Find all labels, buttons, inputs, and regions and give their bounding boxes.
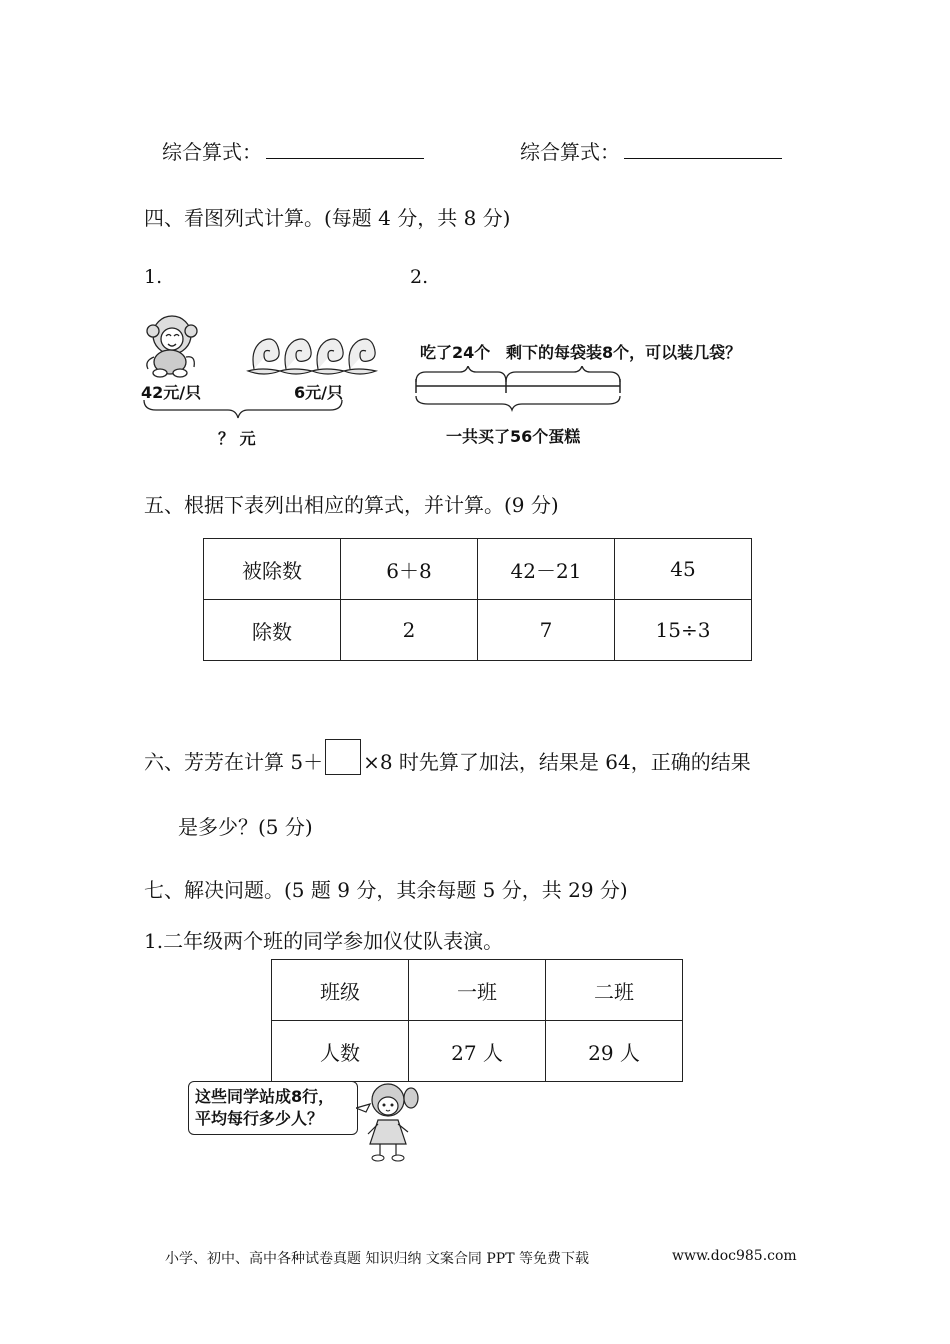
table-cell: 45: [615, 539, 752, 600]
q2-number: 2.: [410, 266, 429, 288]
table-row: [204, 539, 752, 600]
q1-number: 1.: [144, 266, 163, 288]
table-cell: 被除数: [204, 539, 341, 600]
table-row: [204, 600, 752, 661]
blank-box[interactable]: [325, 739, 361, 775]
table-cell: 二班: [546, 960, 683, 1021]
table-cell: 人数: [272, 1021, 409, 1082]
q1-left-price: 42元/只: [141, 383, 202, 402]
answer-blank-right[interactable]: [624, 140, 782, 159]
section-6-text-b: ×8 时先算了加法，结果是 64，正确的结果: [363, 750, 751, 774]
table-row: [272, 960, 683, 1021]
table-cell: 42－21: [478, 539, 615, 600]
table-cell: 除数: [204, 600, 341, 661]
section-6-line2: 是多少？(5 分): [178, 815, 313, 839]
q2-rest-label: 剩下的每袋装8个，可以装几袋？: [506, 343, 742, 362]
table-cell: 27 人: [409, 1021, 546, 1082]
q1-right-price: 6元/只: [294, 383, 343, 402]
q2-segment-diagram: [410, 366, 630, 416]
section-6-line1: [144, 739, 751, 775]
monkey-icon: [147, 316, 197, 377]
section-7-q1: 1.二年级两个班的同学参加仪仗队表演。: [144, 929, 504, 953]
table-cell: 15÷3: [615, 600, 752, 661]
answer-blank-left[interactable]: [266, 140, 424, 159]
footer-text: 小学、初中、高中各种试卷真题 知识归纳 文案合同 PPT 等免费下载: [165, 1251, 589, 1267]
q2-total-label: 一共买了56个蛋糕: [446, 427, 581, 446]
table-cell: 一班: [409, 960, 546, 1021]
table-cell: 班级: [272, 960, 409, 1021]
section-5-heading: 五、根据下表列出相应的算式，并计算。(9 分): [144, 493, 559, 517]
section-6-text-a: 六、芳芳在计算 5＋: [144, 750, 324, 774]
class-table: [271, 959, 683, 1082]
q2-eaten-label: 吃了24个: [420, 343, 491, 362]
section-7-heading: 七、解决问题。(5 题 9 分，其余每题 5 分，共 29 分): [144, 878, 628, 902]
table-row: [272, 1021, 683, 1082]
division-table: [203, 538, 752, 661]
q1-total: ？ 元: [218, 429, 256, 448]
formula-label-left: 综合算式：: [162, 140, 262, 164]
footer-link[interactable]: www.doc985.com: [672, 1248, 797, 1264]
snail-icons: [248, 339, 376, 374]
bubble-line-1: 这些同学站成8行，: [195, 1087, 335, 1106]
table-cell: 6＋8: [341, 539, 478, 600]
table-cell: 2: [341, 600, 478, 661]
section-4-heading: 四、看图列式计算。(每题 4 分，共 8 分): [144, 206, 511, 230]
formula-line-left: [162, 136, 424, 165]
speech-bubble: [188, 1081, 358, 1135]
bubble-line-2: 平均每行多少人？: [195, 1109, 324, 1128]
table-cell: 7: [478, 600, 615, 661]
formula-label-right: 综合算式：: [520, 140, 620, 164]
table-cell: 29 人: [546, 1021, 683, 1082]
formula-line-right: [520, 136, 782, 165]
girl-icon: [356, 1078, 428, 1164]
